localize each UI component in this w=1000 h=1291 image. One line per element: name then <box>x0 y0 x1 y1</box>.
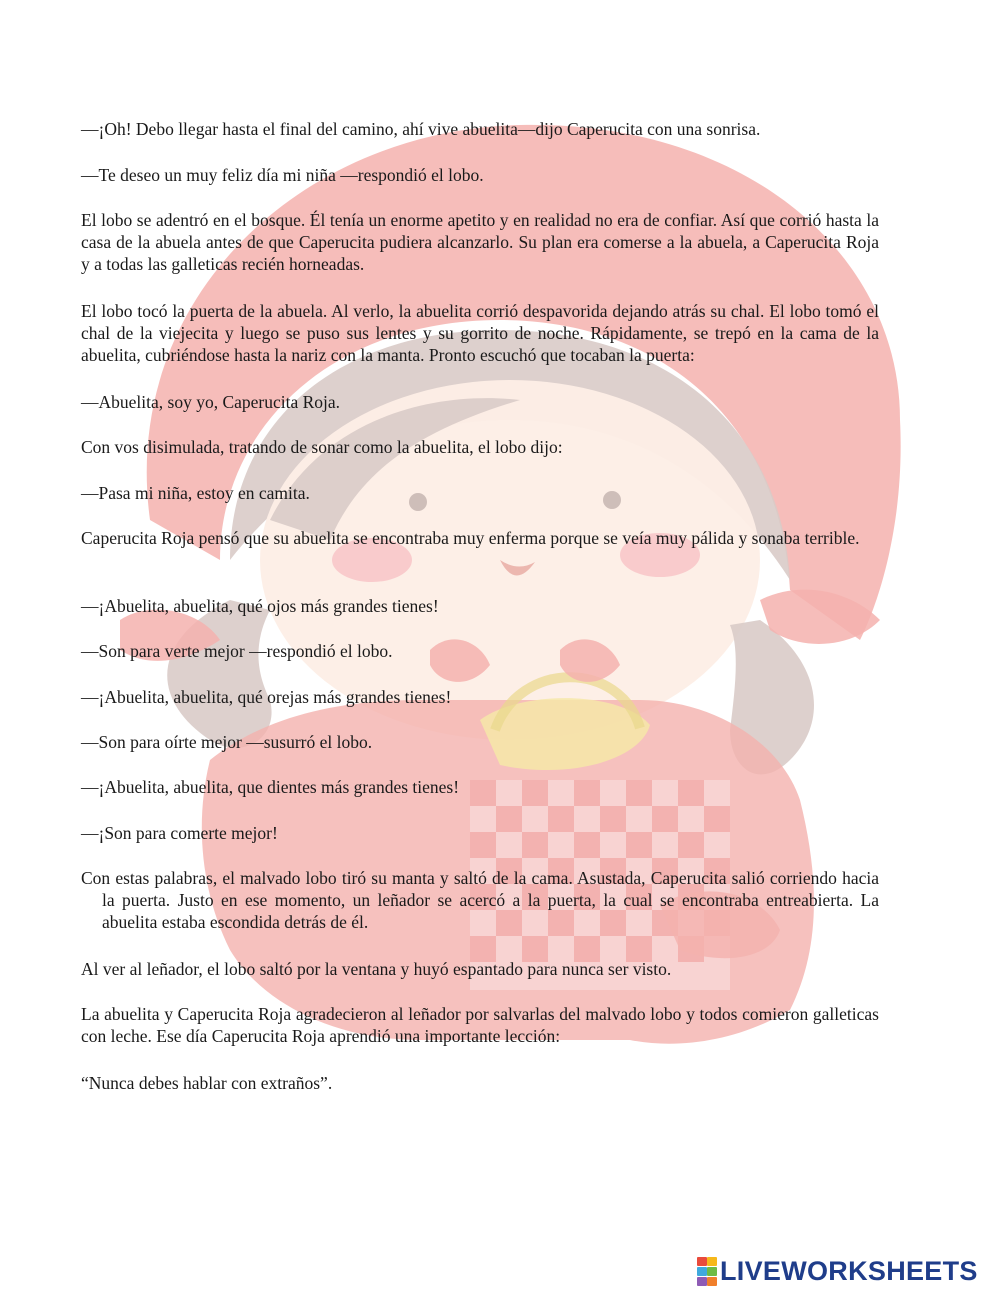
story-paragraph: —Te deseo un muy feliz día mi niña —respondió el lobo. <box>81 165 484 185</box>
liveworksheets-logo[interactable] <box>697 1255 978 1287</box>
story-paragraph: Con vos disimulada, tratando de sonar como la abuelita, el lobo dijo: <box>81 437 563 457</box>
story-paragraph: —¡Abuelita, abuelita, qué ojos más grandes tienes! <box>81 596 439 616</box>
story-paragraph: —¡Abuelita, abuelita, que dientes más grandes tienes! <box>81 777 460 797</box>
story-paragraph: —Abuelita, soy yo, Caperucita Roja. <box>81 392 341 412</box>
story-paragraph: —Pasa mi niña, estoy en camita. <box>81 483 310 503</box>
story-paragraph: —¡Oh! Debo llegar hasta el final del camino, ahí vive abuelita—dijo Caperucita con una sonrisa. <box>81 119 761 139</box>
logo-square <box>707 1267 717 1276</box>
story-paragraph: —¡Abuelita, abuelita, qué orejas más grandes tienes! <box>81 687 452 707</box>
logo-square <box>697 1267 707 1276</box>
story-paragraph: El lobo tocó la puerta de la abuela. Al verlo, la abuelita corrió despavorida dejando atrás su chal. El lobo tomó el chal de la viejecita y luego se puso sus lentes y su gorrito de noche. Rápidamente, se trepó en la cama de la abuelita, cubriéndose hasta la nariz con la manta. Pronto escuchó que tocaban la puerta: <box>81 301 879 365</box>
story-paragraph: Al ver al leñador, el lobo saltó por la ventana y huyó espantado para nunca ser visto. <box>81 959 672 979</box>
logo-square <box>707 1277 717 1286</box>
story-paragraph: —Son para verte mejor —respondió el lobo. <box>81 641 393 661</box>
story-paragraph: “Nunca debes hablar con extraños”. <box>81 1073 333 1093</box>
story-paragraph: Caperucita Roja pensó que su abuelita se encontraba muy enferma porque se veía muy pálida y sonaba terrible. <box>81 528 860 548</box>
story-paragraph: —¡Son para comerte mejor! <box>81 823 278 843</box>
logo-square <box>697 1277 707 1286</box>
logo-square <box>697 1257 707 1266</box>
story-paragraph: Con estas palabras, el malvado lobo tiró su manta y saltó de la cama. Asustada, Caperucita salió corriendo hacia la puerta. Justo en ese momento, un leñador se acercó a la puerta, la cual se encontraba entreabierta. La abuelita estaba escondida detrás de él. <box>81 868 879 932</box>
liveworksheets-brand-text: LIVEWORKSHEETS <box>720 1256 978 1286</box>
logo-square <box>707 1257 717 1266</box>
story-paragraph: El lobo se adentró en el bosque. Él tenía un enorme apetito y en realidad no era de confiar. Así que corrió hasta la casa de la abuela antes de que Caperucita pudiera alcanzarlo. Su plan era comerse a la abuela, a Caperucita Roja y a todas las galleticas recién horneadas. <box>81 210 879 274</box>
story-paragraph: La abuelita y Caperucita Roja agradecieron al leñador por salvarlas del malvado lobo y todos comieron galleticas con leche. Ese día Caperucita Roja aprendió una importante lección: <box>81 1004 879 1046</box>
liveworksheets-logo-icon <box>697 1257 717 1285</box>
story-paragraph: —Son para oírte mejor —susurró el lobo. <box>81 732 373 752</box>
